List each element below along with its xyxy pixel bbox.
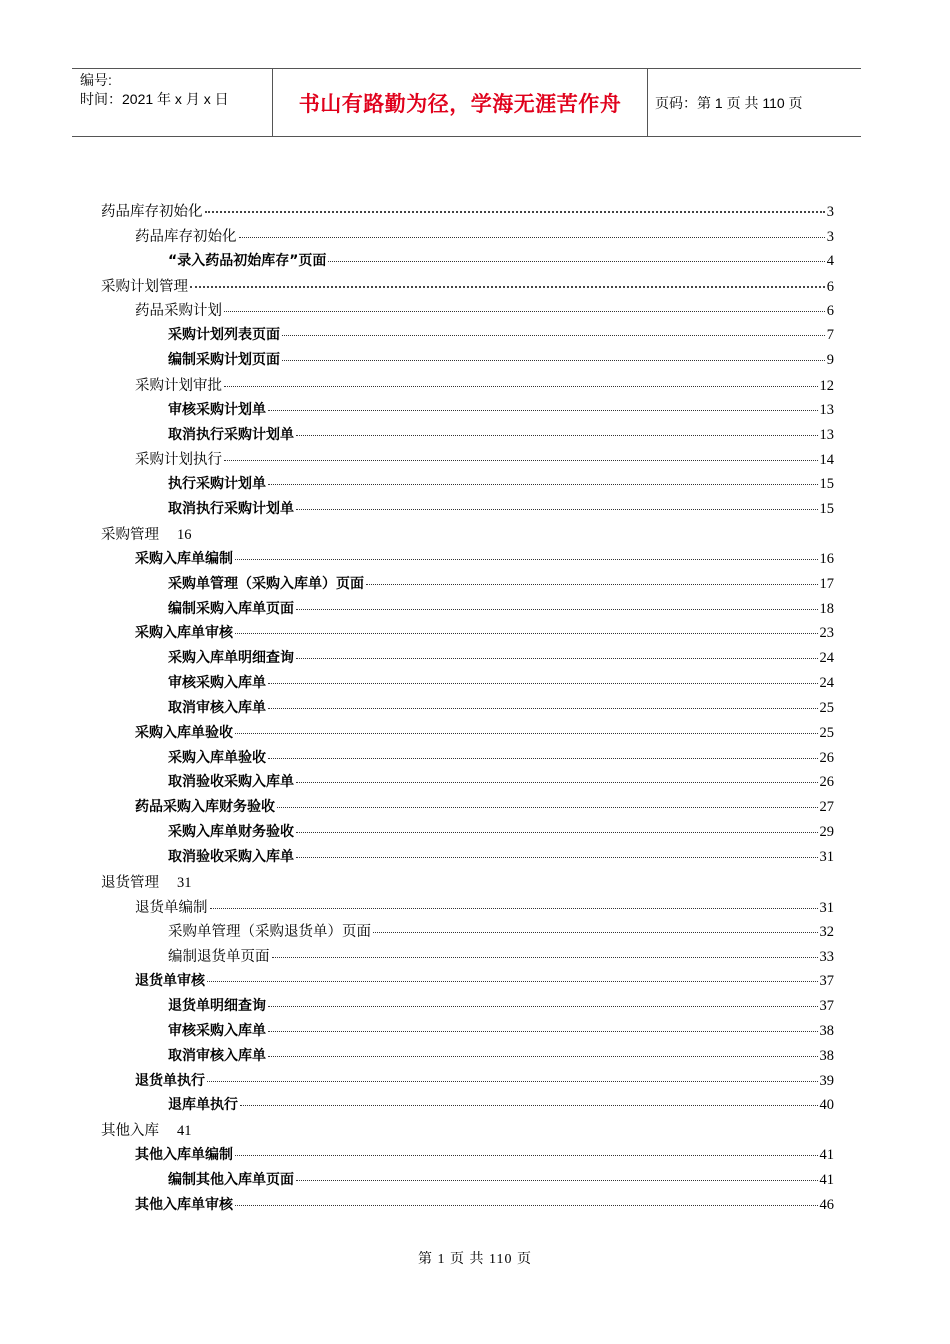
toc-entry-page: 38 — [819, 1022, 834, 1039]
toc-entry-page: 26 — [819, 749, 834, 766]
toc-entry-page: 41 — [819, 1171, 834, 1188]
toc-entry[interactable] — [101, 1045, 834, 1070]
table-of-contents — [101, 200, 834, 1219]
toc-dot-leader — [272, 957, 818, 958]
toc-dot-leader — [296, 658, 818, 659]
toc-entry-page: 15 — [819, 476, 834, 493]
toc-dot-leader — [296, 435, 818, 436]
toc-entry[interactable] — [101, 896, 834, 921]
toc-dot-leader — [268, 484, 818, 485]
toc-entry-page: 27 — [819, 799, 834, 816]
toc-entry[interactable] — [101, 647, 834, 672]
toc-entry-title: 取消审核入库单 — [168, 699, 266, 716]
toc-dot-leader — [224, 386, 818, 387]
toc-dot-leader — [268, 1056, 818, 1057]
toc-entry-title: 编制采购计划页面 — [168, 352, 280, 369]
toc-entry[interactable] — [101, 920, 834, 945]
page-header — [72, 68, 861, 137]
toc-entry-page: 3 — [826, 228, 834, 245]
toc-dot-leader — [190, 286, 825, 288]
toc-entry-page: 6 — [826, 303, 834, 320]
toc-entry-title: 采购计划审批 — [135, 377, 222, 394]
toc-dot-leader — [268, 1006, 818, 1007]
toc-entry[interactable] — [101, 374, 834, 399]
toc-entry-page: 25 — [819, 724, 834, 741]
toc-entry-title: 编制退货单页面 — [168, 949, 270, 966]
toc-dot-leader — [235, 733, 818, 734]
toc-dot-leader — [224, 460, 818, 461]
toc-entry-title: 采购单管理（采购入库单）页面 — [168, 575, 364, 592]
toc-entry[interactable] — [101, 523, 834, 548]
toc-entry-page: 26 — [819, 774, 834, 791]
toc-dot-leader — [205, 211, 825, 213]
toc-entry-title: 采购入库单明细查询 — [168, 650, 294, 667]
toc-entry-page: 12 — [819, 377, 834, 394]
toc-dot-leader — [240, 1105, 818, 1106]
toc-entry-page: 4 — [826, 252, 834, 269]
toc-dot-leader — [296, 609, 818, 610]
toc-entry-title: 编制采购入库单页面 — [168, 600, 294, 617]
toc-dot-leader — [224, 311, 825, 312]
toc-entry-title: 其他入库单编制 — [135, 1147, 233, 1164]
toc-entry-title: 采购计划列表页面 — [168, 327, 280, 344]
toc-entry-page: 6 — [826, 278, 834, 295]
toc-entry-title: 退货单编制 — [135, 899, 208, 916]
toc-entry-page: 14 — [819, 452, 834, 469]
toc-entry-page: 24 — [819, 650, 834, 667]
toc-entry-page: 16 — [819, 550, 834, 567]
toc-entry-title: 采购单管理（采购退货单）页面 — [168, 924, 371, 941]
toc-entry-title: 药品采购计划 — [135, 303, 222, 320]
toc-dot-leader — [373, 932, 818, 933]
toc-entry-title: 采购入库单财务验收 — [168, 824, 294, 841]
toc-entry[interactable] — [101, 1144, 834, 1169]
toc-entry-title: 退货单执行 — [135, 1072, 205, 1089]
toc-entry[interactable] — [101, 349, 834, 374]
toc-entry-title: 退库单执行 — [168, 1097, 238, 1114]
toc-entry-title: 审核采购入库单 — [168, 1022, 266, 1039]
toc-dot-leader — [268, 410, 818, 411]
toc-dot-leader — [207, 981, 818, 982]
header-motto: 书山有路勤为径，学海无涯苦作舟 — [272, 69, 648, 136]
toc-entry[interactable] — [101, 747, 834, 772]
toc-dot-leader — [296, 857, 818, 858]
toc-entry-page: 13 — [819, 426, 834, 443]
page-footer: 第 1 页 共 110 页 — [418, 1252, 532, 1267]
toc-dot-leader — [296, 1180, 818, 1181]
toc-dot-leader — [366, 584, 818, 585]
toc-entry-title: 采购入库单验收 — [168, 749, 266, 766]
toc-entry[interactable] — [101, 1169, 834, 1194]
toc-entry-title: 取消审核入库单 — [168, 1047, 266, 1064]
toc-entry-page: 38 — [819, 1047, 834, 1064]
toc-entry[interactable] — [101, 573, 834, 598]
toc-dot-leader — [235, 1155, 818, 1156]
toc-entry-page: 31 — [819, 899, 834, 916]
toc-dot-leader — [296, 782, 818, 783]
toc-entry[interactable] — [101, 1020, 834, 1045]
toc-entry-title: 退货管理 — [101, 874, 159, 891]
toc-entry[interactable] — [101, 473, 834, 498]
toc-dot-leader — [210, 908, 818, 909]
toc-dot-leader — [268, 758, 818, 759]
toc-entry[interactable] — [101, 821, 834, 846]
toc-entry-page: 29 — [819, 824, 834, 841]
toc-entry-title: 取消执行采购计划单 — [168, 501, 294, 518]
toc-entry-title: 审核采购入库单 — [168, 675, 266, 692]
toc-dot-leader — [282, 335, 825, 336]
toc-entry-page: 24 — [819, 675, 834, 692]
toc-entry[interactable] — [101, 399, 834, 424]
toc-entry-title: 采购入库单编制 — [135, 550, 233, 567]
toc-entry-title: “录入药品初始库存”页面 — [168, 252, 327, 269]
toc-entry[interactable] — [101, 1194, 834, 1219]
toc-dot-leader — [235, 559, 818, 560]
toc-entry-page: 9 — [826, 352, 834, 369]
toc-dot-leader — [277, 807, 818, 808]
toc-entry[interactable] — [101, 1119, 834, 1144]
toc-entry-title: 采购计划执行 — [135, 452, 222, 469]
toc-entry-page: 25 — [819, 699, 834, 716]
toc-dot-leader — [268, 1031, 818, 1032]
number-label: 编号: — [80, 72, 112, 88]
toc-dot-leader — [268, 708, 818, 709]
toc-dot-leader — [268, 683, 818, 684]
toc-entry-page: 17 — [819, 575, 834, 592]
toc-entry-page: 15 — [819, 501, 834, 518]
toc-entry[interactable] — [101, 1094, 834, 1119]
toc-entry-title: 其他入库单审核 — [135, 1196, 233, 1213]
toc-dot-leader — [328, 261, 824, 262]
toc-entry-page: 23 — [819, 625, 834, 642]
toc-dot-leader — [235, 633, 818, 634]
toc-entry[interactable] — [101, 448, 834, 473]
toc-entry-title: 其他入库 — [101, 1123, 159, 1140]
toc-entry-title: 药品库存初始化 — [101, 204, 203, 220]
toc-entry[interactable] — [101, 796, 834, 821]
toc-entry-title: 取消执行采购计划单 — [168, 426, 294, 443]
toc-dot-leader — [235, 1205, 818, 1206]
toc-entry-title: 取消验收采购入库单 — [168, 774, 294, 791]
toc-dot-leader — [296, 832, 818, 833]
toc-entry[interactable] — [101, 200, 834, 225]
toc-entry-page: 13 — [819, 401, 834, 418]
toc-entry[interactable] — [101, 995, 834, 1020]
toc-entry-page: 31 — [177, 874, 192, 891]
header-meta — [72, 69, 272, 136]
time-label: 时间：2021 年 x 月 x 日 — [80, 91, 229, 107]
toc-entry-title: 审核采购计划单 — [168, 401, 266, 418]
toc-entry[interactable] — [101, 498, 834, 523]
toc-entry-page: 16 — [177, 526, 192, 543]
toc-entry-page: 33 — [819, 949, 834, 966]
toc-entry[interactable] — [101, 225, 834, 250]
toc-entry-page: 37 — [819, 998, 834, 1014]
toc-entry-title: 药品采购入库财务验收 — [135, 799, 275, 816]
toc-entry[interactable] — [101, 622, 834, 647]
toc-entry[interactable] — [101, 275, 834, 300]
toc-entry-title: 药品库存初始化 — [135, 228, 237, 245]
header-page-code: 页码：第 1 页 共 110 页 — [655, 94, 803, 111]
toc-entry[interactable] — [101, 945, 834, 970]
toc-entry-page: 39 — [819, 1072, 834, 1089]
toc-entry-page: 40 — [819, 1097, 834, 1114]
toc-entry[interactable] — [101, 771, 834, 796]
toc-entry-page: 46 — [819, 1196, 834, 1213]
toc-entry[interactable] — [101, 871, 834, 896]
toc-entry-page: 37 — [819, 973, 834, 990]
toc-entry[interactable] — [101, 1070, 834, 1095]
toc-entry-page: 41 — [819, 1147, 834, 1164]
toc-entry[interactable] — [101, 598, 834, 623]
toc-entry[interactable] — [101, 250, 834, 275]
toc-entry[interactable] — [101, 424, 834, 449]
toc-entry-title: 退货单明细查询 — [168, 998, 266, 1014]
toc-entry-title: 编制其他入库单页面 — [168, 1171, 294, 1188]
toc-entry-page: 31 — [819, 848, 834, 865]
toc-dot-leader — [207, 1081, 818, 1082]
toc-entry-page: 18 — [819, 600, 834, 617]
toc-entry[interactable] — [101, 697, 834, 722]
toc-entry[interactable] — [101, 672, 834, 697]
toc-entry-title: 执行采购计划单 — [168, 476, 266, 493]
toc-entry[interactable] — [101, 846, 834, 871]
toc-entry[interactable] — [101, 324, 834, 349]
toc-entry-page: 7 — [826, 327, 834, 344]
toc-entry[interactable] — [101, 722, 834, 747]
toc-entry-page: 41 — [177, 1123, 192, 1140]
toc-entry-title: 采购管理 — [101, 526, 159, 543]
toc-entry-page: 32 — [819, 924, 834, 941]
toc-entry-title: 采购入库单审核 — [135, 625, 233, 642]
toc-entry[interactable] — [101, 970, 834, 995]
toc-entry-title: 采购计划管理 — [101, 278, 188, 295]
toc-entry[interactable] — [101, 548, 834, 573]
toc-entry-title: 采购入库单验收 — [135, 724, 233, 741]
toc-entry-title: 退货单审核 — [135, 973, 205, 990]
toc-entry[interactable] — [101, 299, 834, 324]
toc-entry-page: 3 — [826, 204, 834, 220]
toc-dot-leader — [239, 237, 825, 238]
toc-entry-title: 取消验收采购入库单 — [168, 848, 294, 865]
toc-dot-leader — [296, 509, 818, 510]
toc-dot-leader — [282, 360, 825, 361]
